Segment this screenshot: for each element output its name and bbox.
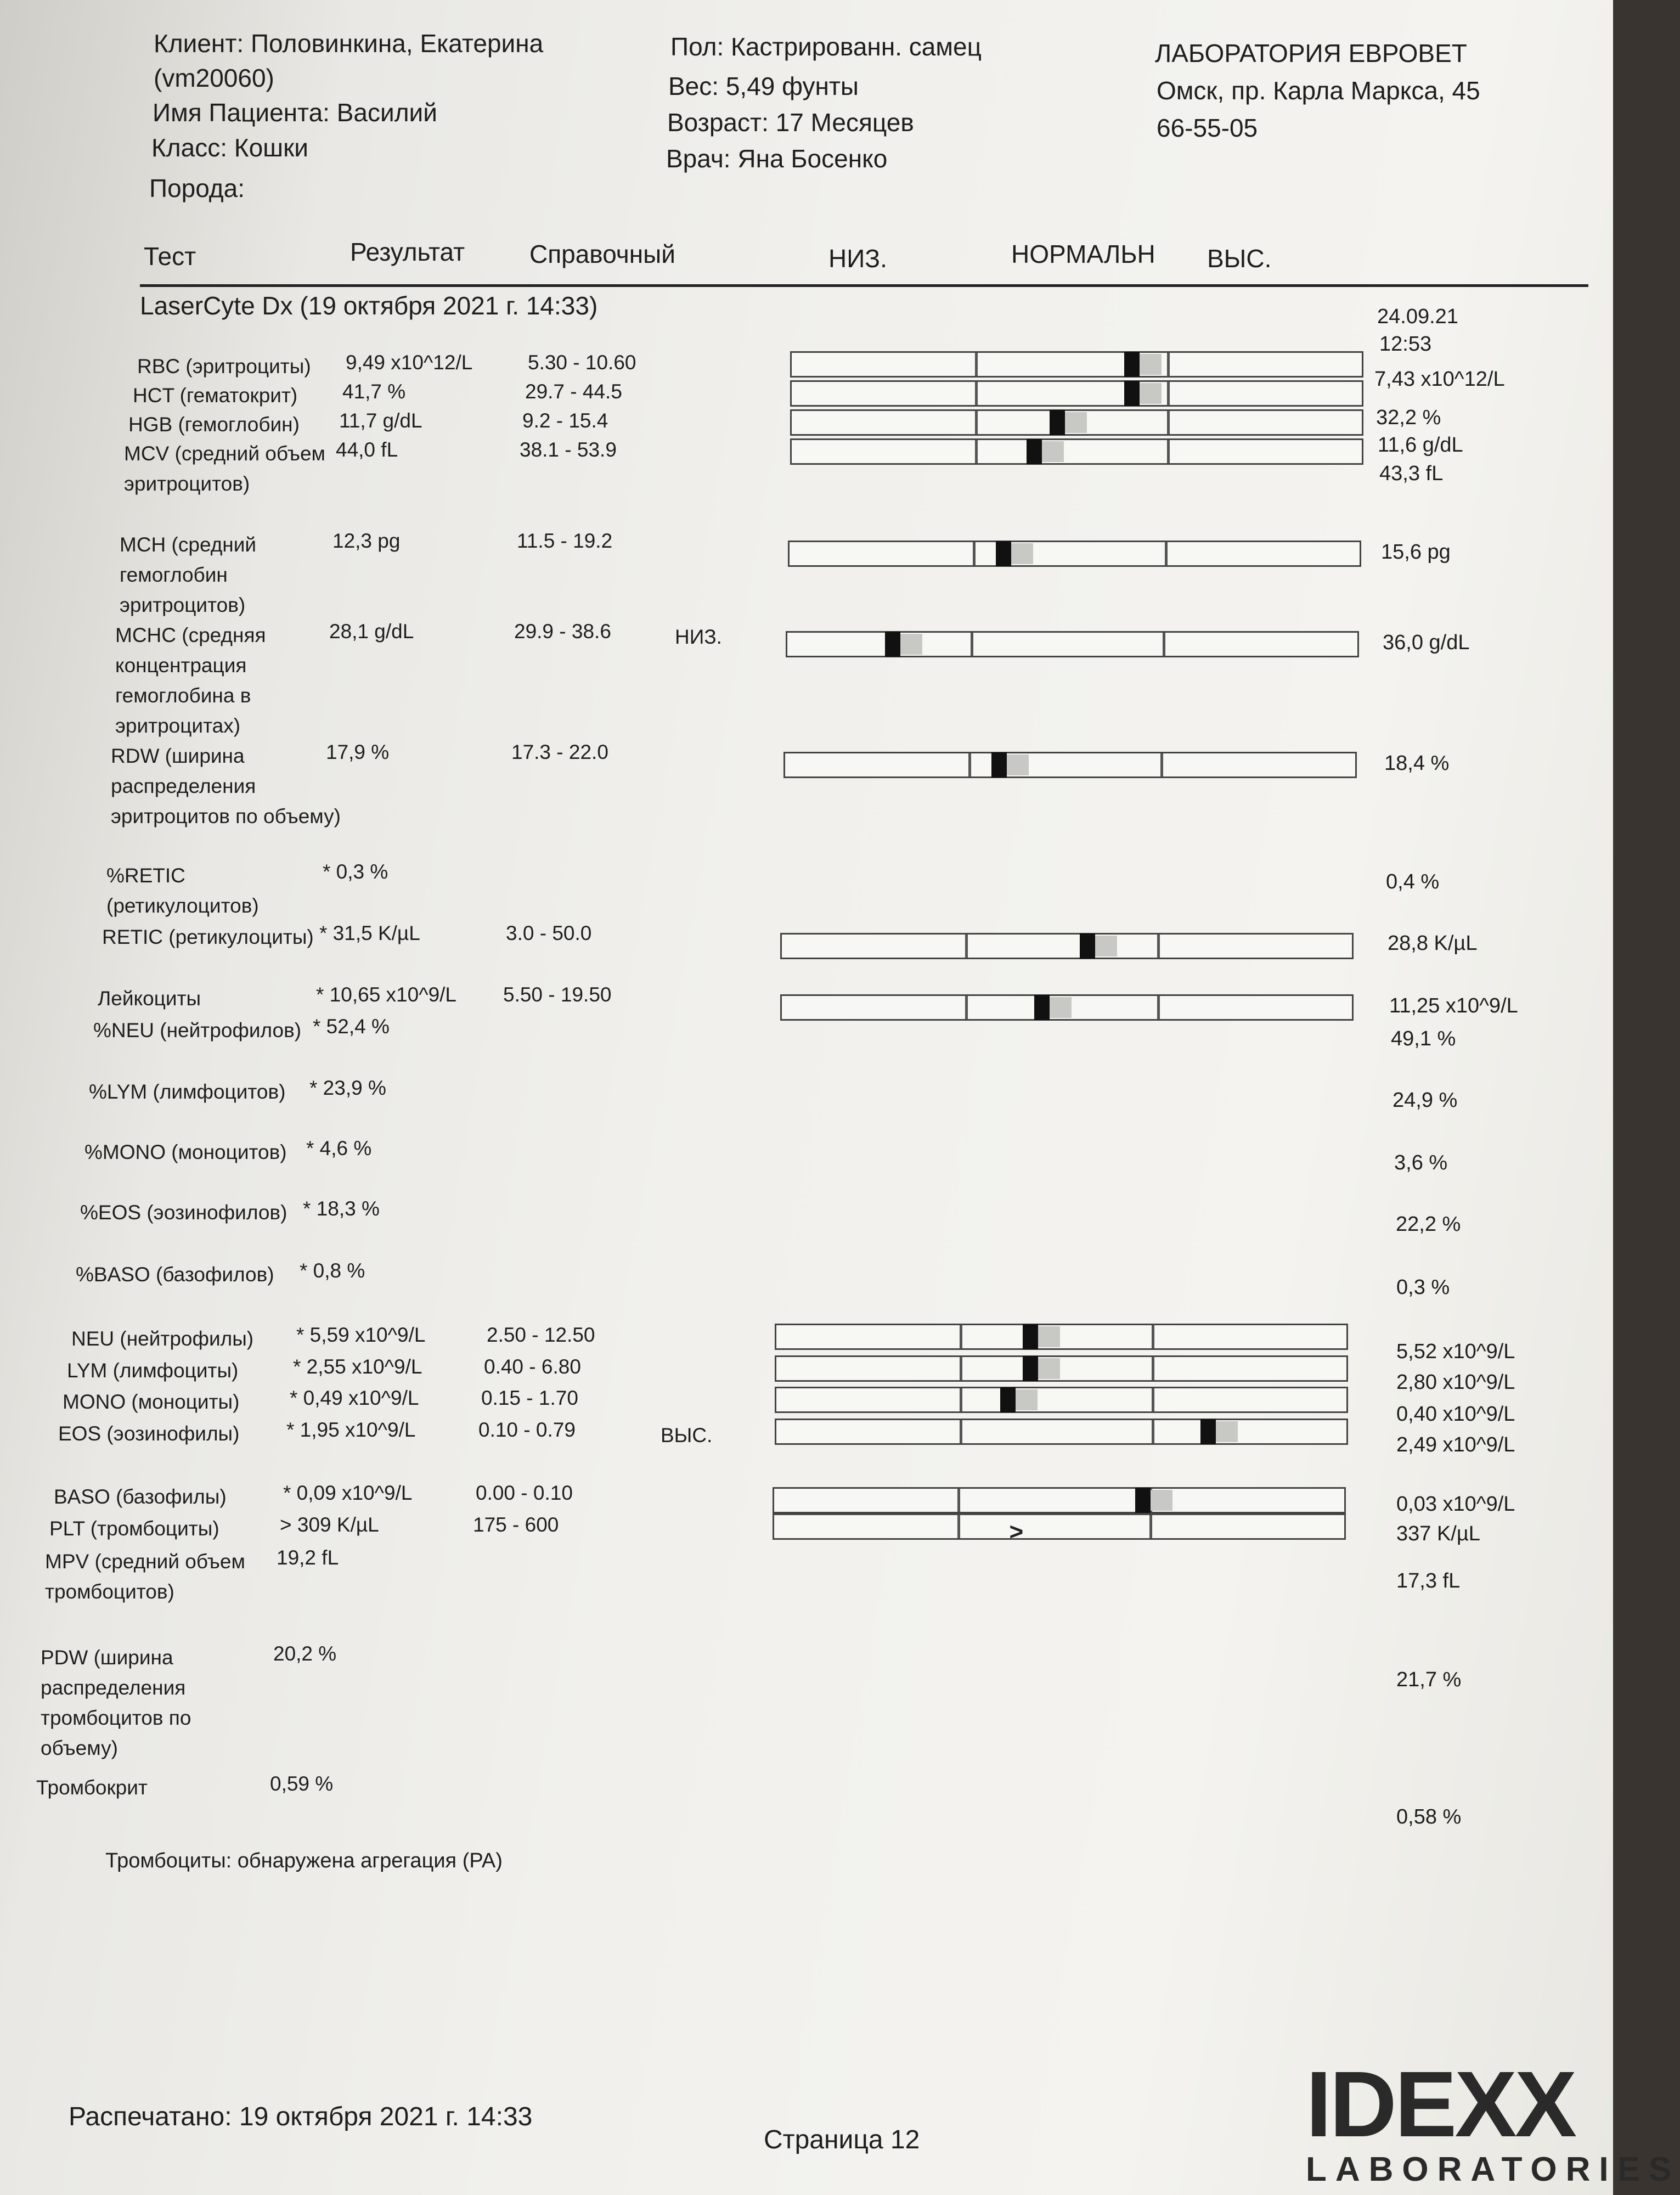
range-bar-high-divider: [1157, 935, 1160, 958]
result-value: 28,1 g/dL: [329, 620, 414, 643]
result-value: 0,59 %: [270, 1772, 334, 1795]
patient-age: Возраст: 17 Месяцев: [667, 108, 914, 137]
range-bar-high-divider: [1157, 996, 1160, 1019]
column-test: Тест: [144, 242, 196, 271]
column-high: ВЫС.: [1207, 244, 1272, 273]
result-value: 41,7 %: [342, 380, 406, 403]
result-marker: [1023, 1356, 1038, 1381]
reference-range: 2.50 - 12.50: [487, 1324, 595, 1346]
result-marker: [885, 632, 900, 657]
previous-result: 17,3 fL: [1396, 1569, 1461, 1592]
previous-result-marker: [900, 634, 922, 655]
result-marker: [996, 541, 1011, 566]
reference-range: 5.50 - 19.50: [503, 983, 612, 1006]
reference-range: 29.9 - 38.6: [514, 620, 611, 643]
range-bar-low-divider: [957, 1515, 960, 1538]
range-bar-low-divider: [975, 440, 978, 463]
range-bar-high-divider: [1152, 1325, 1154, 1348]
result-value: 9,49 x10^12/L: [346, 351, 473, 374]
reference-range: 9.2 - 15.4: [522, 409, 608, 432]
previous-result: 0,4 %: [1386, 870, 1440, 893]
reference-range: 0.40 - 6.80: [484, 1355, 581, 1378]
range-bar: [775, 1355, 1348, 1382]
range-bar: [780, 933, 1354, 959]
range-bar-high-divider: [1160, 753, 1163, 776]
range-bar: [790, 380, 1363, 407]
range-bar-low-divider: [975, 353, 978, 376]
test-name: MPV (средний объем тромбоцитов): [45, 1550, 245, 1603]
result-value: * 0,3 %: [323, 860, 388, 883]
reference-range: 0.15 - 1.70: [481, 1387, 578, 1409]
reference-range: 175 - 600: [473, 1513, 559, 1536]
previous-result: 49,1 %: [1391, 1027, 1456, 1050]
range-bar-low-divider: [960, 1388, 962, 1411]
previous-result-marker: [1011, 543, 1033, 564]
patient-class: Класс: Кошки: [151, 133, 308, 162]
idexx-logo: [1306, 2052, 1680, 2189]
range-bar: [775, 1324, 1348, 1350]
result-marker: [1050, 410, 1065, 435]
test-name: BASO (базофилы): [54, 1485, 227, 1508]
result-value: * 5,59 x10^9/L: [296, 1324, 426, 1346]
page-number: Страница 12: [764, 2125, 920, 2154]
range-bar-high-divider: [1167, 411, 1170, 434]
range-bar-low-divider: [973, 542, 976, 565]
result-value: 12,3 pg: [332, 530, 401, 552]
result-value: * 2,55 x10^9/L: [293, 1355, 422, 1378]
range-bar: [790, 351, 1363, 378]
range-bar-low-divider: [960, 1357, 962, 1380]
result-value: 20,2 %: [273, 1642, 337, 1665]
previous-result: 7,43 x10^12/L: [1374, 368, 1505, 391]
result-marker: [1135, 1488, 1151, 1513]
previous-result: 337 K/µL: [1396, 1522, 1480, 1545]
previous-result: 36,0 g/dL: [1383, 631, 1470, 654]
previous-date: 24.09.21: [1377, 305, 1458, 328]
result-marker: [1023, 1324, 1038, 1349]
range-bar: [786, 631, 1359, 657]
test-name: %BASO (базофилов): [76, 1263, 274, 1286]
section-title: LaserCyte Dx (19 октября 2021 г. 14:33): [140, 291, 598, 320]
idexx-logo-subtext: LABORATORIES: [1306, 2151, 1680, 2188]
reference-range: 3.0 - 50.0: [506, 922, 592, 944]
previous-result: 5,52 x10^9/L: [1396, 1340, 1515, 1363]
client-name: Клиент: Половинкина, Екатерина: [154, 29, 544, 58]
range-bar-high-divider: [1163, 633, 1165, 656]
range-bar-low-divider: [968, 753, 971, 776]
range-bar-low-divider: [975, 411, 978, 434]
test-name: MCH (средний гемоглобин эритроцитов): [120, 533, 257, 616]
previous-result-marker: [1140, 354, 1162, 375]
result-marker: [1080, 933, 1095, 959]
previous-result-marker: [1151, 1490, 1172, 1511]
test-name: Тромбокрит: [36, 1776, 148, 1799]
previous-result: 22,2 %: [1396, 1213, 1461, 1236]
result-value: 11,7 g/dL: [339, 409, 422, 432]
range-bar-low-divider: [957, 1489, 960, 1512]
previous-result-marker: [1065, 412, 1087, 433]
range-bar-high-divider: [1152, 1357, 1154, 1380]
result-value: > 309 K/µL: [280, 1513, 379, 1536]
previous-result-marker: [1038, 1326, 1060, 1347]
test-name: %NEU (нейтрофилов): [93, 1019, 302, 1042]
result-value: * 18,3 %: [303, 1197, 380, 1220]
test-name: %MONO (моноцитов): [84, 1141, 287, 1163]
previous-result: 2,49 x10^9/L: [1396, 1433, 1515, 1456]
result-marker: [1027, 439, 1042, 464]
range-bar-low-divider: [975, 382, 978, 405]
lab-name: ЛАБОРАТОРИЯ ЕВРОВЕТ: [1155, 39, 1467, 67]
platelet-note: Тромбоциты: обнаружена агрегация (PA): [105, 1849, 503, 1872]
test-name: PDW (ширина распределения тромбоцитов по объему): [41, 1646, 191, 1759]
previous-result: 28,8 K/µL: [1388, 932, 1478, 955]
test-name: LYM (лимфоциты): [67, 1359, 239, 1382]
result-value: * 31,5 K/µL: [319, 922, 420, 944]
test-name: PLT (тромбоциты): [49, 1517, 219, 1540]
previous-result-marker: [1038, 1358, 1060, 1379]
test-name: RBC (эритроциты): [137, 355, 311, 378]
test-name: %EOS (эозинофилов): [80, 1201, 287, 1224]
range-bar: [790, 438, 1363, 465]
range-bar-high-divider: [1152, 1420, 1154, 1443]
range-flag: НИЗ.: [675, 626, 722, 648]
range-bar: [773, 1513, 1346, 1545]
result-marker: [1124, 381, 1140, 406]
result-value: * 1,95 x10^9/L: [286, 1419, 416, 1441]
lab-address: Омск, пр. Карла Маркса, 45: [1157, 76, 1480, 105]
range-bar-high-divider: [1167, 440, 1170, 463]
range-bar: [790, 409, 1363, 436]
column-reference: Справочный: [529, 240, 675, 268]
range-bar: [783, 752, 1357, 778]
result-marker: [1124, 352, 1140, 377]
previous-result-marker: [1095, 936, 1117, 956]
previous-result-marker: [1016, 1389, 1038, 1410]
result-value: * 0,09 x10^9/L: [283, 1482, 413, 1504]
test-name: Лейкоциты: [98, 987, 201, 1010]
range-bar: [775, 1387, 1348, 1413]
column-low: НИЗ.: [828, 244, 887, 273]
column-result: Результат: [350, 238, 465, 266]
result-marker: [991, 752, 1007, 778]
printed-timestamp: Распечатано: 19 октября 2021 г. 14:33: [69, 2102, 533, 2131]
previous-result-marker: [1140, 383, 1162, 404]
range-bar-high-divider: [1165, 542, 1168, 565]
previous-result: 11,6 g/dL: [1378, 434, 1463, 457]
test-name: %RETIC (ретикулоцитов): [106, 864, 259, 917]
result-value: * 52,4 %: [313, 1015, 390, 1038]
range-bar: [775, 1419, 1348, 1445]
reference-range: 38.1 - 53.9: [520, 438, 617, 461]
previous-result: 21,7 %: [1396, 1668, 1462, 1691]
column-normal: НОРМАЛЬН: [1011, 240, 1155, 268]
range-bar-low-divider: [971, 633, 973, 656]
test-name: %LYM (лимфоцитов): [89, 1080, 286, 1103]
patient-breed: Порода:: [149, 174, 245, 202]
reference-range: 11.5 - 19.2: [517, 530, 613, 552]
range-bar: [773, 1487, 1346, 1513]
reference-range: 17.3 - 22.0: [511, 741, 608, 763]
reference-range: 29.7 - 44.5: [525, 380, 622, 403]
previous-result: 43,3 fL: [1379, 462, 1444, 485]
header-divider: [140, 284, 1588, 287]
previous-result: 2,80 x10^9/L: [1396, 1371, 1515, 1394]
idexx-logo-text: IDEXX: [1306, 2052, 1575, 2157]
previous-result: 32,2 %: [1376, 406, 1441, 429]
previous-result-marker: [1216, 1421, 1238, 1442]
range-bar: [788, 541, 1361, 567]
range-bar-high-divider: [1149, 1515, 1152, 1538]
reference-range: 0.10 - 0.79: [478, 1419, 576, 1441]
patient-name: Имя Пациента: Василий: [153, 98, 437, 127]
doctor-name: Врач: Яна Босенко: [666, 144, 888, 173]
range-bar-high-divider: [1167, 382, 1170, 405]
test-name: HGB (гемоглобин): [128, 413, 300, 436]
range-bar-low-divider: [960, 1325, 962, 1348]
previous-result-marker: [1042, 441, 1064, 462]
result-marker: [1000, 1387, 1016, 1412]
previous-result: 0,58 %: [1396, 1805, 1462, 1828]
range-bar-low-divider: [965, 935, 968, 958]
result-value: * 23,9 %: [309, 1077, 386, 1099]
previous-time: 12:53: [1379, 333, 1432, 356]
previous-result: 11,25 x10^9/L: [1389, 994, 1518, 1017]
test-name: EOS (эозинофилы): [58, 1422, 240, 1445]
previous-result: 0,03 x10^9/L: [1396, 1493, 1515, 1516]
range-bar-low-divider: [960, 1420, 962, 1443]
result-value: 17,9 %: [326, 741, 390, 763]
test-name: HCT (гематокрит): [133, 384, 298, 407]
lab-phone: 66-55-05: [1157, 114, 1258, 142]
previous-result: 0,40 x10^9/L: [1396, 1403, 1515, 1426]
test-name: MONO (моноциты): [63, 1391, 240, 1413]
previous-result-marker: [1050, 997, 1072, 1018]
patient-sex: Пол: Кастрированн. самец: [670, 32, 982, 61]
range-bar: [780, 994, 1354, 1021]
previous-result: 24,9 %: [1393, 1089, 1458, 1112]
range-bar-high-divider: [1152, 1388, 1154, 1411]
reference-range: 0.00 - 0.10: [476, 1482, 573, 1504]
result-value: * 10,65 x10^9/L: [316, 983, 457, 1006]
test-name: RETIC (ретикулоциты): [102, 926, 314, 948]
reference-range: 5.30 - 10.60: [528, 351, 636, 374]
result-marker: [1200, 1419, 1216, 1444]
range-bar-high-divider: [1167, 353, 1170, 376]
range-bar-low-divider: [965, 996, 968, 1019]
client-id: (vm20060): [154, 64, 274, 92]
range-flag: ВЫС.: [661, 1424, 713, 1447]
previous-result: 18,4 %: [1384, 752, 1450, 775]
result-marker: [1034, 995, 1050, 1020]
result-value: 44,0 fL: [336, 438, 398, 461]
previous-result: 15,6 pg: [1381, 541, 1451, 564]
result-value: * 4,6 %: [306, 1137, 372, 1160]
previous-result: 0,3 %: [1396, 1276, 1450, 1299]
test-name: MCHC (средняя концентрация гемоглобина в эритроцитах): [115, 624, 266, 737]
patient-weight: Вес: 5,49 фунты: [668, 72, 859, 100]
test-name: NEU (нейтрофилы): [71, 1327, 254, 1350]
test-name: MCV (средний объем эритроцитов): [124, 442, 325, 495]
previous-result-marker: [1007, 755, 1029, 775]
test-name: RDW (ширина распределения эритроцитов по объему): [111, 745, 341, 828]
previous-result: 3,6 %: [1394, 1151, 1448, 1174]
result-value: 19,2 fL: [277, 1546, 339, 1569]
result-value: * 0,8 %: [300, 1259, 365, 1282]
result-value: * 0,49 x10^9/L: [290, 1387, 419, 1409]
greater-than-arrow-icon: >: [1009, 1518, 1024, 1545]
